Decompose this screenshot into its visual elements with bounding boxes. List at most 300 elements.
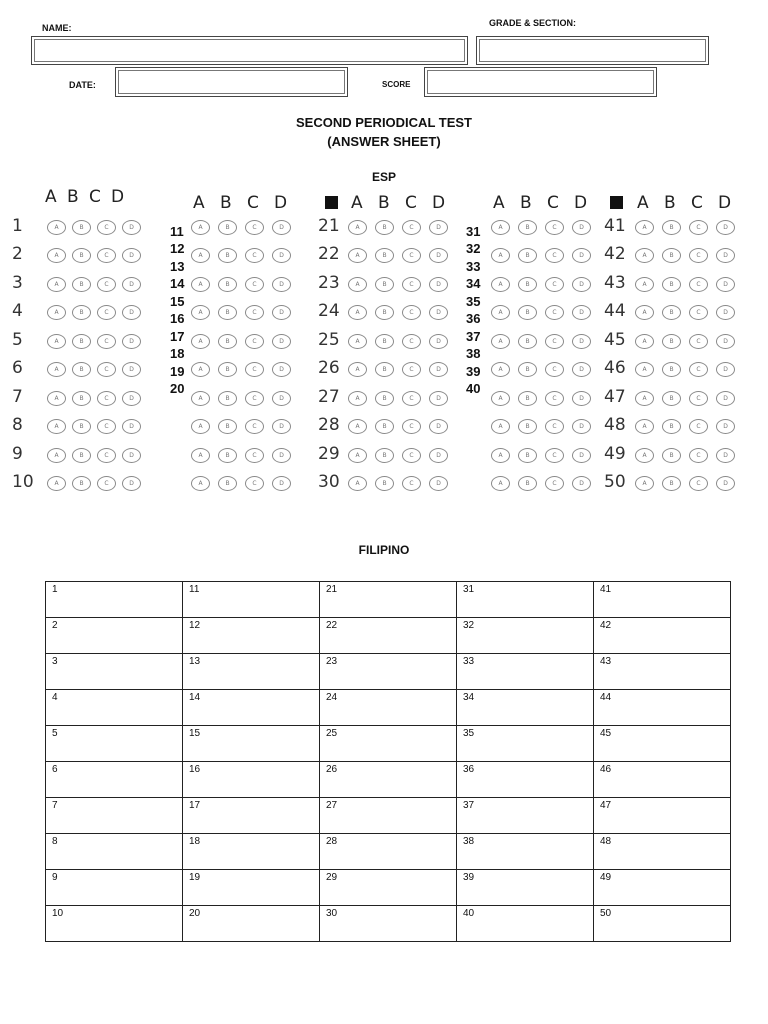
answer-bubble-d[interactable]: D — [122, 334, 141, 349]
answer-bubble-a[interactable]: A — [47, 277, 66, 292]
answer-bubble-a[interactable]: A — [47, 391, 66, 406]
answer-cell[interactable]: 20 — [183, 906, 320, 942]
answer-cell[interactable]: 39 — [457, 870, 594, 906]
answer-bubble-b[interactable]: B — [518, 277, 537, 292]
answer-bubble-c[interactable]: C — [545, 248, 564, 263]
answer-cell[interactable]: 42 — [594, 618, 731, 654]
answer-cell[interactable]: 26 — [320, 762, 457, 798]
filipino-section-label: FILIPINO — [358, 543, 410, 557]
answer-bubble-a[interactable]: A — [191, 362, 210, 377]
answer-bubble-c[interactable]: C — [545, 419, 564, 434]
answer-bubble-d[interactable]: D — [572, 248, 591, 263]
answer-bubble-a[interactable]: A — [491, 220, 510, 235]
answer-bubble-b[interactable]: B — [662, 277, 681, 292]
answer-bubble-c[interactable]: C — [245, 277, 264, 292]
answer-cell[interactable]: 37 — [457, 798, 594, 834]
answer-bubble-b[interactable]: B — [72, 391, 91, 406]
answer-bubble-c[interactable]: C — [402, 277, 421, 292]
answer-bubble-b[interactable]: B — [375, 220, 394, 235]
answer-bubble-d[interactable]: D — [716, 220, 735, 235]
answer-bubble-b[interactable]: B — [218, 448, 237, 463]
answer-bubble-a[interactable]: A — [635, 220, 654, 235]
answer-bubble-a[interactable]: A — [635, 277, 654, 292]
answer-bubble-a[interactable]: A — [635, 248, 654, 263]
answer-bubble-a[interactable]: A — [635, 448, 654, 463]
answer-bubble-a[interactable]: A — [491, 419, 510, 434]
answer-bubble-d[interactable]: D — [429, 476, 448, 491]
answer-bubble-b[interactable]: B — [518, 248, 537, 263]
answer-bubble-a[interactable]: A — [491, 476, 510, 491]
table-row — [46, 834, 731, 870]
answer-bubble-d[interactable]: D — [429, 419, 448, 434]
answer-bubble-a[interactable]: A — [191, 305, 210, 320]
answer-bubble-b[interactable]: B — [72, 419, 91, 434]
choice-header-b: B — [220, 193, 232, 213]
answer-bubble-a[interactable]: A — [348, 419, 367, 434]
answer-bubble-d[interactable]: D — [429, 305, 448, 320]
answer-bubble-d[interactable]: D — [122, 448, 141, 463]
test-subtitle: (ANSWER SHEET) — [327, 134, 441, 149]
answer-bubble-d[interactable]: D — [272, 448, 291, 463]
answer-bubble-b[interactable]: B — [518, 476, 537, 491]
answer-bubble-d[interactable]: D — [272, 419, 291, 434]
item-number: 8 — [12, 415, 23, 435]
answer-bubble-c[interactable]: C — [402, 334, 421, 349]
answer-bubble-b[interactable]: B — [375, 419, 394, 434]
answer-bubble-d[interactable]: D — [272, 248, 291, 263]
answer-cell[interactable]: 17 — [183, 798, 320, 834]
answer-bubble-d[interactable]: D — [122, 220, 141, 235]
answer-bubble-d[interactable]: D — [272, 220, 291, 235]
answer-bubble-c[interactable]: C — [97, 476, 116, 491]
answer-bubble-b[interactable]: B — [662, 220, 681, 235]
item-number: 24 — [318, 301, 340, 321]
answer-bubble-b[interactable]: B — [518, 362, 537, 377]
answer-bubble-d[interactable]: D — [122, 248, 141, 263]
answer-bubble-d[interactable]: D — [429, 334, 448, 349]
answer-cell[interactable]: 50 — [594, 906, 731, 942]
answer-cell[interactable]: 3 — [46, 654, 183, 690]
answer-bubble-a[interactable]: A — [491, 248, 510, 263]
answer-bubble-c[interactable]: C — [97, 248, 116, 263]
answer-bubble-a[interactable]: A — [348, 334, 367, 349]
answer-bubble-a[interactable]: A — [47, 305, 66, 320]
answer-cell[interactable]: 4 — [46, 690, 183, 726]
answer-bubble-c[interactable]: C — [245, 248, 264, 263]
answer-bubble-b[interactable]: B — [72, 220, 91, 235]
answer-bubble-c[interactable]: C — [245, 448, 264, 463]
answer-cell[interactable]: 34 — [457, 690, 594, 726]
choice-header-a: A — [193, 193, 205, 213]
item-number: 30 — [318, 472, 340, 492]
answer-bubble-c[interactable]: C — [689, 448, 708, 463]
answer-cell[interactable]: 30 — [320, 906, 457, 942]
answer-cell[interactable]: 21 — [320, 582, 457, 618]
answer-bubble-b[interactable]: B — [662, 448, 681, 463]
answer-bubble-c[interactable]: C — [245, 334, 264, 349]
answer-bubble-a[interactable]: A — [491, 334, 510, 349]
answer-bubble-d[interactable]: D — [122, 362, 141, 377]
answer-cell[interactable]: 24 — [320, 690, 457, 726]
answer-bubble-c[interactable]: C — [245, 391, 264, 406]
answer-bubble-d[interactable]: D — [122, 419, 141, 434]
answer-bubble-c[interactable]: C — [689, 334, 708, 349]
answer-cell[interactable]: 36 — [457, 762, 594, 798]
answer-bubble-b[interactable]: B — [375, 277, 394, 292]
answer-bubble-a[interactable]: A — [491, 277, 510, 292]
answer-bubble-b[interactable]: B — [375, 248, 394, 263]
answer-bubble-a[interactable]: A — [635, 391, 654, 406]
answer-bubble-c[interactable]: C — [545, 476, 564, 491]
item-number: 17 — [170, 329, 185, 344]
answer-cell[interactable]: 32 — [457, 618, 594, 654]
answer-bubble-d[interactable]: D — [429, 362, 448, 377]
answer-bubble-c[interactable]: C — [97, 277, 116, 292]
choice-header-c: C — [89, 187, 101, 207]
answer-bubble-d[interactable]: D — [572, 220, 591, 235]
answer-bubble-a[interactable]: A — [635, 305, 654, 320]
answer-bubble-c[interactable]: C — [402, 419, 421, 434]
score-field[interactable] — [424, 67, 657, 97]
answer-cell[interactable]: 11 — [183, 582, 320, 618]
answer-bubble-c[interactable]: C — [245, 362, 264, 377]
answer-bubble-c[interactable]: C — [97, 334, 116, 349]
answer-bubble-a[interactable]: A — [191, 334, 210, 349]
answer-bubble-c[interactable]: C — [689, 391, 708, 406]
answer-bubble-d[interactable]: D — [716, 334, 735, 349]
answer-bubble-d[interactable]: D — [572, 362, 591, 377]
answer-bubble-b[interactable]: B — [72, 362, 91, 377]
filipino-answer-grid — [45, 581, 731, 942]
answer-cell[interactable]: 5 — [46, 726, 183, 762]
answer-bubble-a[interactable]: A — [191, 220, 210, 235]
item-number: 1 — [12, 216, 23, 236]
grade-section-field[interactable] — [476, 36, 709, 65]
answer-cell[interactable]: 35 — [457, 726, 594, 762]
answer-bubble-d[interactable]: D — [122, 476, 141, 491]
answer-bubble-a[interactable]: A — [491, 391, 510, 406]
answer-bubble-b[interactable]: B — [218, 334, 237, 349]
answer-bubble-b[interactable]: B — [662, 391, 681, 406]
answer-cell[interactable]: 7 — [46, 798, 183, 834]
answer-cell[interactable]: 43 — [594, 654, 731, 690]
answer-bubble-a[interactable]: A — [348, 448, 367, 463]
answer-bubble-a[interactable]: A — [491, 448, 510, 463]
answer-cell[interactable]: 49 — [594, 870, 731, 906]
answer-bubble-d[interactable]: D — [272, 476, 291, 491]
answer-bubble-b[interactable]: B — [662, 334, 681, 349]
answer-bubble-a[interactable]: A — [191, 277, 210, 292]
answer-bubble-d[interactable]: D — [122, 391, 141, 406]
answer-bubble-a[interactable]: A — [635, 362, 654, 377]
answer-cell[interactable]: 46 — [594, 762, 731, 798]
answer-bubble-b[interactable]: B — [518, 391, 537, 406]
answer-bubble-b[interactable]: B — [72, 476, 91, 491]
answer-cell[interactable]: 14 — [183, 690, 320, 726]
answer-cell[interactable]: 19 — [183, 870, 320, 906]
answer-bubble-c[interactable]: C — [689, 362, 708, 377]
answer-bubble-c[interactable]: C — [402, 305, 421, 320]
answer-bubble-b[interactable]: B — [518, 305, 537, 320]
choice-header-a: A — [45, 187, 57, 207]
item-number: 28 — [318, 415, 340, 435]
answer-bubble-c[interactable]: C — [402, 476, 421, 491]
answer-bubble-d[interactable]: D — [122, 305, 141, 320]
answer-bubble-d[interactable]: D — [272, 305, 291, 320]
choice-header-d: D — [274, 193, 288, 213]
answer-bubble-a[interactable]: A — [191, 476, 210, 491]
answer-bubble-c[interactable]: C — [245, 419, 264, 434]
answer-bubble-a[interactable]: A — [348, 220, 367, 235]
item-number: 6 — [12, 358, 23, 378]
answer-bubble-c[interactable]: C — [689, 277, 708, 292]
answer-bubble-c[interactable]: C — [402, 362, 421, 377]
answer-cell[interactable]: 15 — [183, 726, 320, 762]
answer-bubble-d[interactable]: D — [716, 448, 735, 463]
answer-bubble-a[interactable]: A — [47, 419, 66, 434]
answer-bubble-a[interactable]: A — [348, 362, 367, 377]
answer-bubble-c[interactable]: C — [545, 448, 564, 463]
answer-bubble-b[interactable]: B — [662, 419, 681, 434]
answer-cell[interactable]: 10 — [46, 906, 183, 942]
answer-bubble-c[interactable]: C — [402, 220, 421, 235]
answer-bubble-a[interactable]: A — [191, 391, 210, 406]
answer-cell[interactable]: 18 — [183, 834, 320, 870]
answer-cell[interactable]: 1 — [46, 582, 183, 618]
answer-bubble-b[interactable]: B — [375, 362, 394, 377]
item-number: 43 — [604, 273, 626, 293]
answer-bubble-a[interactable]: A — [47, 248, 66, 263]
answer-bubble-a[interactable]: A — [348, 391, 367, 406]
item-number: 5 — [12, 330, 23, 350]
answer-bubble-c[interactable]: C — [689, 419, 708, 434]
item-number: 19 — [170, 364, 185, 379]
answer-bubble-c[interactable]: C — [689, 220, 708, 235]
answer-bubble-c[interactable]: C — [97, 419, 116, 434]
item-number: 11 — [170, 224, 184, 239]
answer-bubble-c[interactable]: C — [402, 391, 421, 406]
answer-bubble-c[interactable]: C — [689, 305, 708, 320]
answer-bubble-b[interactable]: B — [662, 305, 681, 320]
answer-bubble-a[interactable]: A — [191, 448, 210, 463]
answer-cell[interactable]: 16 — [183, 762, 320, 798]
answer-bubble-d[interactable]: D — [572, 305, 591, 320]
choice-header-c: C — [691, 193, 703, 213]
choice-header-b: B — [664, 193, 676, 213]
black-square-marker — [325, 196, 338, 209]
answer-bubble-d[interactable]: D — [429, 391, 448, 406]
answer-bubble-b[interactable]: B — [72, 448, 91, 463]
answer-bubble-a[interactable]: A — [47, 476, 66, 491]
answer-bubble-b[interactable]: B — [218, 476, 237, 491]
answer-bubble-c[interactable]: C — [689, 248, 708, 263]
answer-cell[interactable]: 23 — [320, 654, 457, 690]
table-row — [46, 906, 731, 942]
answer-bubble-b[interactable]: B — [375, 334, 394, 349]
answer-bubble-a[interactable]: A — [47, 448, 66, 463]
answer-bubble-b[interactable]: B — [375, 476, 394, 491]
answer-bubble-a[interactable]: A — [348, 305, 367, 320]
answer-bubble-c[interactable]: C — [245, 476, 264, 491]
choice-header-a: A — [351, 193, 363, 213]
answer-cell[interactable]: 2 — [46, 618, 183, 654]
answer-cell[interactable]: 9 — [46, 870, 183, 906]
answer-bubble-c[interactable]: C — [545, 391, 564, 406]
answer-cell[interactable]: 27 — [320, 798, 457, 834]
answer-bubble-d[interactable]: D — [272, 334, 291, 349]
answer-bubble-d[interactable]: D — [572, 391, 591, 406]
answer-cell[interactable]: 29 — [320, 870, 457, 906]
answer-bubble-d[interactable]: D — [716, 476, 735, 491]
answer-bubble-c[interactable]: C — [97, 220, 116, 235]
item-number: 10 — [12, 472, 34, 492]
answer-bubble-d[interactable]: D — [429, 277, 448, 292]
answer-bubble-d[interactable]: D — [272, 277, 291, 292]
answer-bubble-b[interactable]: B — [375, 305, 394, 320]
answer-cell[interactable]: 28 — [320, 834, 457, 870]
answer-cell[interactable]: 40 — [457, 906, 594, 942]
answer-cell[interactable]: 44 — [594, 690, 731, 726]
answer-cell[interactable]: 8 — [46, 834, 183, 870]
answer-cell[interactable]: 12 — [183, 618, 320, 654]
answer-bubble-a[interactable]: A — [635, 419, 654, 434]
answer-bubble-c[interactable]: C — [245, 220, 264, 235]
answer-bubble-d[interactable]: D — [572, 448, 591, 463]
answer-cell[interactable]: 33 — [457, 654, 594, 690]
item-number: 29 — [318, 444, 340, 464]
answer-bubble-d[interactable]: D — [429, 248, 448, 263]
answer-bubble-c[interactable]: C — [97, 448, 116, 463]
answer-bubble-b[interactable]: B — [518, 334, 537, 349]
answer-bubble-c[interactable]: C — [402, 248, 421, 263]
answer-bubble-d[interactable]: D — [716, 419, 735, 434]
answer-bubble-c[interactable]: C — [245, 305, 264, 320]
answer-bubble-c[interactable]: C — [545, 220, 564, 235]
answer-bubble-c[interactable]: C — [402, 448, 421, 463]
answer-bubble-a[interactable]: A — [191, 419, 210, 434]
answer-bubble-b[interactable]: B — [218, 391, 237, 406]
answer-cell[interactable]: 38 — [457, 834, 594, 870]
item-number: 45 — [604, 330, 626, 350]
item-number: 7 — [12, 387, 23, 407]
answer-cell[interactable]: 45 — [594, 726, 731, 762]
answer-bubble-c[interactable]: C — [97, 362, 116, 377]
answer-bubble-b[interactable]: B — [518, 419, 537, 434]
answer-bubble-c[interactable]: C — [545, 305, 564, 320]
answer-bubble-d[interactable]: D — [272, 362, 291, 377]
answer-cell[interactable]: 25 — [320, 726, 457, 762]
answer-bubble-d[interactable]: D — [429, 448, 448, 463]
answer-bubble-b[interactable]: B — [218, 220, 237, 235]
answer-bubble-a[interactable]: A — [47, 220, 66, 235]
answer-bubble-b[interactable]: B — [218, 248, 237, 263]
answer-bubble-b[interactable]: B — [218, 305, 237, 320]
answer-bubble-a[interactable]: A — [491, 362, 510, 377]
table-row — [46, 618, 731, 654]
answer-bubble-a[interactable]: A — [348, 277, 367, 292]
answer-cell[interactable]: 31 — [457, 582, 594, 618]
answer-bubble-b[interactable]: B — [218, 277, 237, 292]
answer-bubble-b[interactable]: B — [662, 248, 681, 263]
choice-header-c: C — [247, 193, 259, 213]
answer-bubble-d[interactable]: D — [572, 334, 591, 349]
answer-bubble-d[interactable]: D — [716, 277, 735, 292]
answer-bubble-b[interactable]: B — [662, 476, 681, 491]
answer-bubble-d[interactable]: D — [716, 248, 735, 263]
answer-bubble-b[interactable]: B — [72, 248, 91, 263]
date-field[interactable] — [115, 67, 348, 97]
answer-cell[interactable]: 48 — [594, 834, 731, 870]
item-number: 42 — [604, 244, 626, 264]
answer-bubble-d[interactable]: D — [429, 220, 448, 235]
answer-bubble-c[interactable]: C — [545, 362, 564, 377]
name-field[interactable] — [31, 36, 468, 65]
answer-bubble-a[interactable]: A — [191, 248, 210, 263]
answer-bubble-b[interactable]: B — [72, 277, 91, 292]
choice-header-a: A — [637, 193, 649, 213]
answer-bubble-d[interactable]: D — [122, 277, 141, 292]
answer-bubble-d[interactable]: D — [572, 277, 591, 292]
answer-bubble-c[interactable]: C — [545, 334, 564, 349]
answer-bubble-c[interactable]: C — [97, 391, 116, 406]
item-number: 48 — [604, 415, 626, 435]
answer-bubble-c[interactable]: C — [545, 277, 564, 292]
grade-section-label: GRADE & SECTION: — [489, 18, 577, 28]
answer-bubble-b[interactable]: B — [518, 448, 537, 463]
date-label: DATE: — [69, 80, 96, 90]
answer-bubble-b[interactable]: B — [375, 448, 394, 463]
answer-bubble-a[interactable]: A — [635, 476, 654, 491]
answer-bubble-b[interactable]: B — [72, 305, 91, 320]
item-number: 9 — [12, 444, 23, 464]
item-number: 21 — [318, 216, 340, 236]
answer-bubble-b[interactable]: B — [218, 362, 237, 377]
item-number: 12 — [170, 241, 185, 256]
item-number: 26 — [318, 358, 340, 378]
answer-cell[interactable]: 6 — [46, 762, 183, 798]
item-number: 47 — [604, 387, 626, 407]
answer-bubble-b[interactable]: B — [662, 362, 681, 377]
answer-cell[interactable]: 41 — [594, 582, 731, 618]
answer-bubble-d[interactable]: D — [716, 362, 735, 377]
item-number: 25 — [318, 330, 340, 350]
answer-bubble-c[interactable]: C — [97, 305, 116, 320]
answer-bubble-d[interactable]: D — [716, 305, 735, 320]
table-row — [46, 798, 731, 834]
answer-bubble-d[interactable]: D — [572, 476, 591, 491]
answer-cell[interactable]: 22 — [320, 618, 457, 654]
answer-cell[interactable]: 47 — [594, 798, 731, 834]
answer-cell[interactable]: 13 — [183, 654, 320, 690]
answer-bubble-a[interactable]: A — [348, 476, 367, 491]
answer-bubble-d[interactable]: D — [572, 419, 591, 434]
choice-header-b: B — [67, 187, 79, 207]
answer-bubble-a[interactable]: A — [635, 334, 654, 349]
answer-bubble-d[interactable]: D — [272, 391, 291, 406]
answer-bubble-a[interactable]: A — [47, 334, 66, 349]
answer-bubble-b[interactable]: B — [218, 419, 237, 434]
answer-bubble-b[interactable]: B — [518, 220, 537, 235]
answer-bubble-d[interactable]: D — [716, 391, 735, 406]
answer-bubble-b[interactable]: B — [375, 391, 394, 406]
answer-bubble-b[interactable]: B — [72, 334, 91, 349]
answer-bubble-c[interactable]: C — [689, 476, 708, 491]
answer-bubble-a[interactable]: A — [491, 305, 510, 320]
name-label: NAME: — [42, 23, 72, 33]
answer-bubble-a[interactable]: A — [348, 248, 367, 263]
choice-header-d: D — [574, 193, 588, 213]
answer-bubble-a[interactable]: A — [47, 362, 66, 377]
